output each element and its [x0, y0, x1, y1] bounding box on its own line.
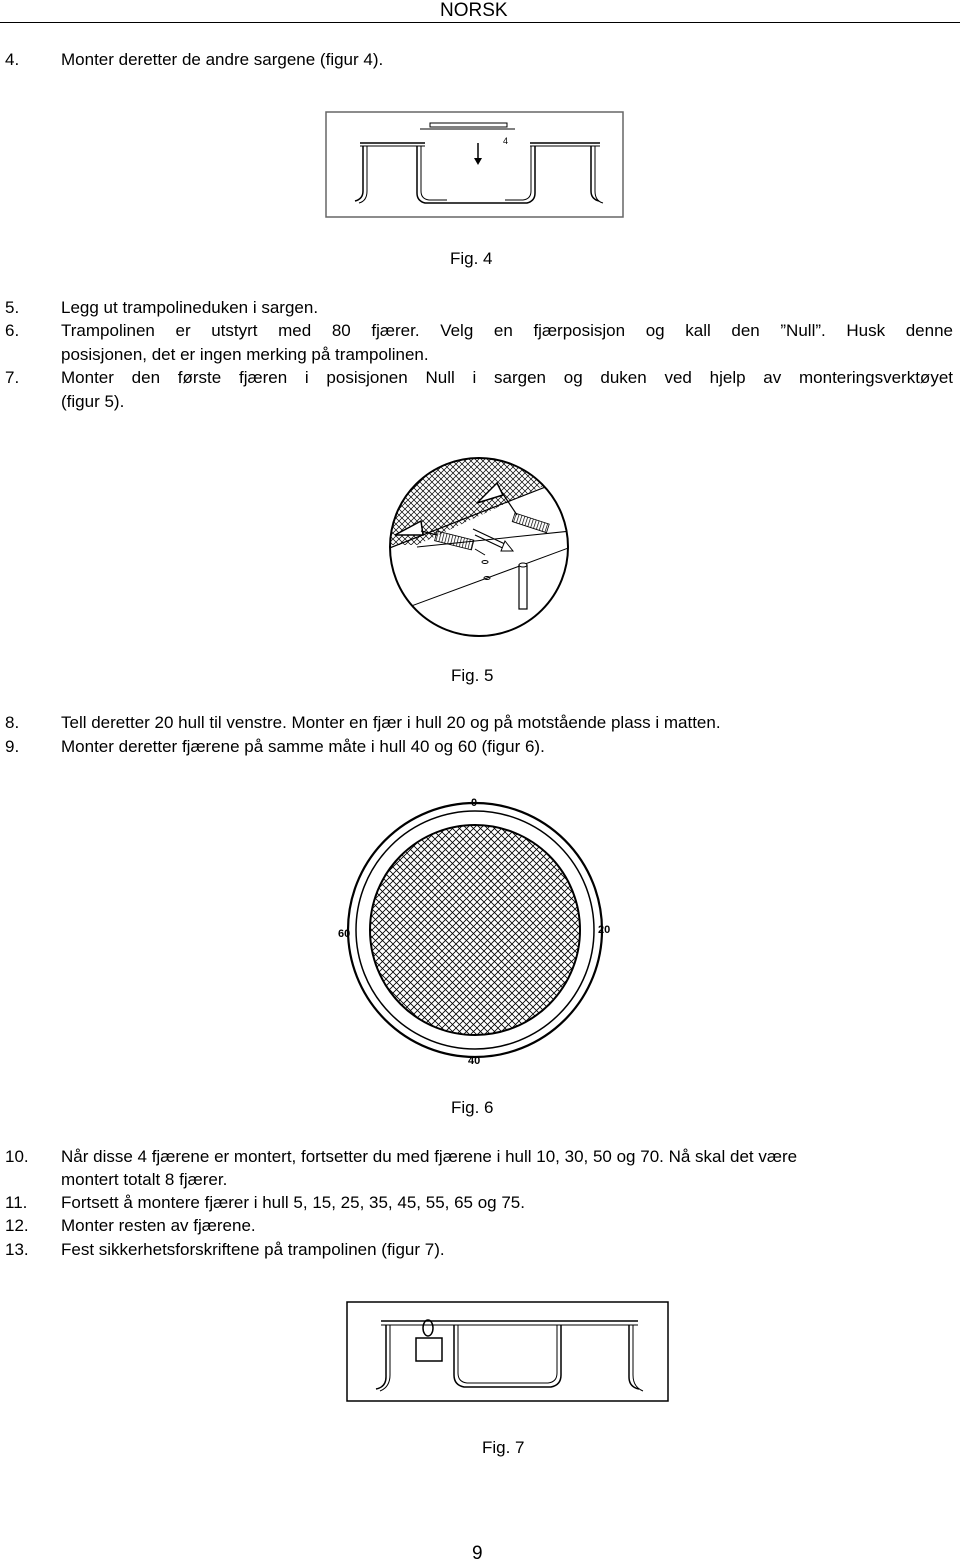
step-text: Monter deretter de andre sargene (figur 4).	[61, 50, 384, 69]
step-number: 7.	[5, 368, 20, 387]
step-text: (figur 5).	[61, 392, 125, 411]
step-text: Trampolinen er utstyrt med 80 fjærer. Velg en fjærposisjon og kall den ”Null”. Husk denne	[61, 321, 953, 340]
step-text: posisjonen, det er ingen merking på trampolinen.	[61, 345, 429, 364]
figure-4-frame-diagram	[325, 111, 625, 219]
figure-7-frame-with-label	[346, 1301, 670, 1403]
page-number: 9	[472, 1543, 483, 1564]
figure-7-caption: Fig. 7	[482, 1438, 525, 1457]
position-label-60: 60	[338, 928, 351, 940]
header-rule	[0, 22, 960, 23]
step-text: Fortsett å montere fjærer i hull 5, 15, 25, 35, 45, 55, 65 og 75.	[61, 1193, 525, 1212]
step-number: 5.	[5, 298, 20, 317]
position-label-40: 40	[468, 1055, 481, 1067]
position-label-0: 0	[471, 797, 478, 809]
step-text: montert totalt 8 fjærer.	[61, 1170, 228, 1189]
step-text: Når disse 4 fjærene er montert, fortsetter du med fjærene i hull 10, 30, 50 og 70. Nå skal det være	[61, 1147, 798, 1166]
step-number: 4.	[5, 50, 20, 69]
step-text: Tell deretter 20 hull til venstre. Monter en fjær i hull 20 og på motstående plass i matten.	[61, 713, 721, 732]
step-number: 13.	[5, 1240, 29, 1259]
step-text: Legg ut trampolineduken i sargen.	[61, 298, 319, 317]
position-label-20: 20	[598, 924, 611, 936]
step-number: 12.	[5, 1216, 29, 1235]
step-number: 10.	[5, 1147, 29, 1166]
step-number: 8.	[5, 713, 20, 732]
step-text: Monter resten av fjærene.	[61, 1216, 256, 1235]
step-number: 11.	[5, 1193, 28, 1212]
step-text: Monter den første fjæren i posisjonen Null i sargen og duken ved hjelp av monteringsverktøyet	[61, 368, 953, 387]
figure-6-trampoline-top-view	[330, 790, 620, 1070]
step-number: 9.	[5, 737, 20, 756]
figure-6-caption: Fig. 6	[451, 1098, 494, 1117]
figure-4-marker: 4	[503, 136, 509, 146]
section-header: NORSK	[440, 0, 508, 21]
step-text: Fest sikkerhetsforskriftene på trampolinen (figur 7).	[61, 1240, 445, 1259]
figure-4-caption: Fig. 4	[450, 249, 493, 268]
step-text: Monter deretter fjærene på samme måte i hull 40 og 60 (figur 6).	[61, 737, 545, 756]
figure-5-caption: Fig. 5	[451, 666, 494, 685]
figure-5-spring-detail	[387, 455, 571, 639]
step-number: 6.	[5, 321, 20, 340]
